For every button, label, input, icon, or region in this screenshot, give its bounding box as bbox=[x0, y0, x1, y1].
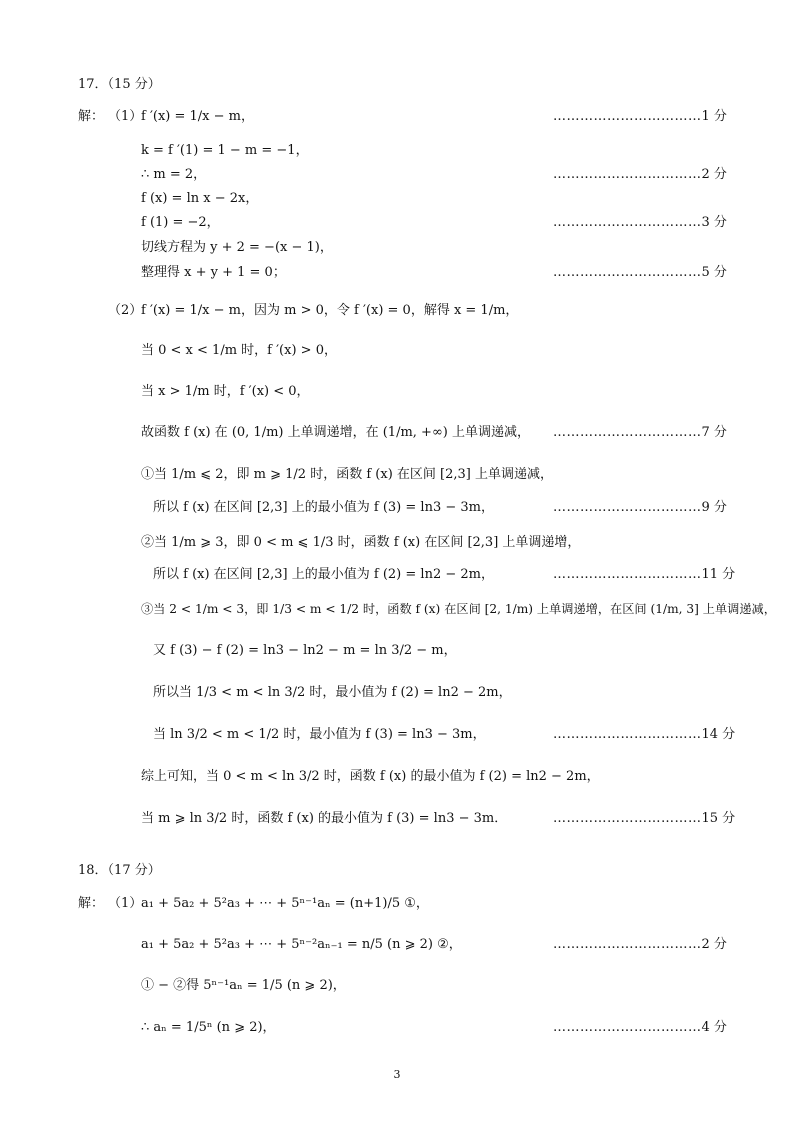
q17-line13: 所以 f (x) 在区间 [2,3] 上的最小值为 f (3) = ln3 − 3m， bbox=[153, 500, 494, 515]
q17-part2-label: （2） bbox=[108, 303, 143, 318]
q18-points-4 bbox=[553, 1019, 727, 1037]
q17-line10: 当 x > 1/m 时，f ′(x) < 0， bbox=[141, 384, 310, 399]
q17-line6: 切线方程为 y + 2 = −(x − 1)， bbox=[141, 240, 333, 255]
q18-part1-label: （1） bbox=[108, 896, 143, 911]
points-label: 14 分 bbox=[701, 727, 736, 742]
q17-line16: ③当 2 < 1/m < 3，即 1/3 < m < 1/2 时，函数 f (x) 在区间 [2, 1/m) 上单调递增，在区间 (1/m, 3] 上单调递减， bbox=[141, 602, 776, 616]
leader-dots: …………………………… bbox=[553, 167, 702, 182]
q17-points-3 bbox=[553, 214, 727, 232]
q17-line14: ②当 1/m ⩾ 3，即 0 < m ⩽ 1/3 时，函数 f (x) 在区间 [2,3] 上单调递增， bbox=[141, 535, 581, 550]
points-label: 15 分 bbox=[701, 811, 736, 826]
points-label: 9 分 bbox=[701, 500, 727, 515]
q17-solve-label: 解： bbox=[78, 109, 105, 124]
q18-line4: ∴ aₙ = 1/5ⁿ (n ⩾ 2)， bbox=[141, 1020, 276, 1035]
leader-dots: …………………………… bbox=[553, 1020, 702, 1035]
points-label: 1 分 bbox=[701, 109, 727, 124]
q18-points-2 bbox=[553, 936, 727, 954]
points-label: 11 分 bbox=[701, 567, 736, 582]
points-label: 7 分 bbox=[701, 425, 727, 440]
q18-line2: a₁ + 5a₂ + 5²a₃ + ⋯ + 5ⁿ⁻²aₙ₋₁ = n/5 (n ⩾ 2) ②， bbox=[141, 937, 462, 952]
q17-points-9 bbox=[553, 499, 727, 517]
points-label: 2 分 bbox=[701, 167, 727, 182]
q18-line1: a₁ + 5a₂ + 5²a₃ + ⋯ + 5ⁿ⁻¹aₙ = (n+1)/5 ①， bbox=[141, 896, 429, 911]
q17-line15: 所以 f (x) 在区间 [2,3] 上的最小值为 f (2) = ln2 − 2m， bbox=[153, 567, 494, 582]
points-label: 5 分 bbox=[701, 265, 727, 280]
points-label: 4 分 bbox=[701, 1020, 727, 1035]
q17-line2: k = f ′(1) = 1 − m = −1， bbox=[141, 143, 309, 158]
leader-dots: …………………………… bbox=[553, 109, 702, 124]
q17-line18: 所以当 1/3 < m < ln 3/2 时，最小值为 f (2) = ln2 − 2m， bbox=[153, 685, 512, 700]
q17-line21: 当 m ⩾ ln 3/2 时，函数 f (x) 的最小值为 f (3) = ln3 − 3m． bbox=[141, 811, 508, 826]
points-label: 3 分 bbox=[701, 215, 727, 230]
q17-points-11 bbox=[553, 566, 736, 584]
q17-points-1 bbox=[553, 108, 727, 126]
q17-line12: ①当 1/m ⩽ 2，即 m ⩾ 1/2 时，函数 f (x) 在区间 [2,3] 上单调递减， bbox=[141, 467, 553, 482]
q17-line11: 故函数 f (x) 在 (0, 1/m) 上单调递增，在 (1/m, +∞) 上单调递减， bbox=[141, 425, 530, 440]
q17-points-7 bbox=[553, 424, 727, 442]
q17-part1-label: （1） bbox=[108, 109, 143, 124]
q17-header: 17．（15 分） bbox=[78, 77, 161, 92]
leader-dots: …………………………… bbox=[553, 811, 702, 826]
leader-dots: …………………………… bbox=[553, 567, 702, 582]
q17-line7: 整理得 x + y + 1 = 0； bbox=[141, 265, 286, 280]
q17-line19: 当 ln 3/2 < m < 1/2 时，最小值为 f (3) = ln3 − 3m， bbox=[153, 727, 486, 742]
leader-dots: …………………………… bbox=[553, 215, 702, 230]
q18-line3: ① − ②得 5ⁿ⁻¹aₙ = 1/5 (n ⩾ 2)， bbox=[141, 978, 346, 993]
q17-line5: f (1) = −2， bbox=[141, 215, 220, 230]
q17-points-5 bbox=[553, 264, 727, 282]
q17-line4: f (x) = ln x − 2x， bbox=[141, 191, 259, 206]
q17-line20: 综上可知，当 0 < m < ln 3/2 时，函数 f (x) 的最小值为 f (2) = ln2 − 2m， bbox=[141, 769, 600, 784]
leader-dots: …………………………… bbox=[553, 937, 702, 952]
points-label: 2 分 bbox=[701, 937, 727, 952]
q18-solve-label: 解： bbox=[78, 896, 105, 911]
q17-line8: f ′(x) = 1/x − m，因为 m > 0，令 f ′(x) = 0，解得 x = 1/m， bbox=[141, 303, 519, 318]
q17-line1: f ′(x) = 1/x − m， bbox=[141, 109, 254, 124]
q17-points-14 bbox=[553, 726, 736, 744]
q17-line9: 当 0 < x < 1/m 时，f ′(x) > 0， bbox=[141, 343, 337, 358]
q18-header: 18．（17 分） bbox=[78, 863, 161, 878]
leader-dots: …………………………… bbox=[553, 727, 702, 742]
leader-dots: …………………………… bbox=[553, 265, 702, 280]
q17-points-2 bbox=[553, 166, 727, 184]
q17-line3: ∴ m = 2， bbox=[141, 167, 207, 182]
q17-line17: 又 f (3) − f (2) = ln3 − ln2 − m = ln 3/2 − m， bbox=[153, 643, 457, 658]
q17-points-15 bbox=[553, 810, 736, 828]
page-number: 3 bbox=[393, 1068, 401, 1081]
leader-dots: …………………………… bbox=[553, 500, 702, 515]
leader-dots: …………………………… bbox=[553, 425, 702, 440]
